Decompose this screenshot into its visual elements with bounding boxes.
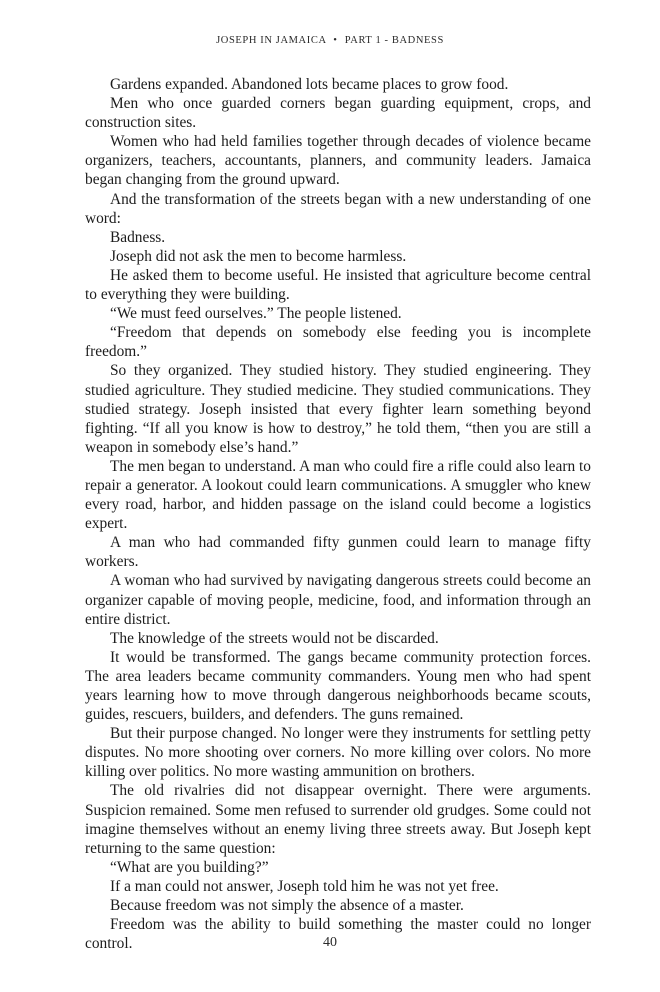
- paragraph: “Freedom that depends on somebody else feeding you is incomplete freedom.”: [85, 324, 591, 361]
- paragraph: Badness.: [110, 228, 166, 246]
- header-separator: •: [333, 35, 338, 46]
- paragraph: “We must feed ourselves.” The people listened.: [110, 305, 402, 323]
- paragraph: “What are you building?”: [110, 858, 269, 876]
- paragraph: But their purpose changed. No longer were they instruments for settling petty disputes. No more shooting over corners. No more killing over colors. No more killing over politics. No more wasting ammunition on brothers.: [85, 725, 591, 781]
- paragraph: A man who had commanded fifty gunmen could learn to manage fifty workers.: [85, 534, 591, 571]
- paragraph: The knowledge of the streets would not be discarded.: [110, 629, 439, 647]
- paragraph: A woman who had survived by navigating dangerous streets could become an organizer capable of moving people, medicine, food, and information through an entire district.: [85, 572, 591, 628]
- header-section: PART 1 - BADNESS: [344, 35, 444, 46]
- body-text: [85, 75, 591, 953]
- paragraph: The old rivalries did not disappear overnight. There were arguments. Suspicion remained. Some men refused to surrender old grudges. Some could not imagine themselves without an enemy living three streets away. But Joseph kept returning to the same question:: [85, 782, 591, 857]
- paragraph: And the transformation of the streets began with a new understanding of one word:: [85, 190, 591, 227]
- paragraph: Men who once guarded corners began guarding equipment, crops, and construction sites.: [85, 95, 591, 132]
- paragraph: Freedom was the ability to build something the master could no longer control.: [85, 916, 591, 953]
- paragraph: The men began to understand. A man who could fire a rifle could also learn to repair a generator. A lookout could learn communications. A smuggler who knew every road, harbor, and hidden passage on the island could become a logistics expert.: [85, 457, 591, 533]
- paragraph: He asked them to become useful. He insisted that agriculture become central to everything they were building.: [85, 266, 591, 304]
- paragraph: Because freedom was not simply the absence of a master.: [110, 897, 464, 915]
- header-book-title: JOSEPH IN JAMAICA: [216, 35, 327, 46]
- paragraph: So they organized. They studied history. They studied engineering. They studied agriculture. They studied medicine. They studied communications. They studied strategy. Joseph insisted that every fighter learn something beyond fighting. “If all you know is how to destroy,” he told them, “then you are still a weapon in somebody else’s hand.”: [85, 362, 591, 456]
- paragraph: If a man could not answer, Joseph told him he was not yet free.: [110, 877, 499, 895]
- paragraph: Gardens expanded. Abandoned lots became places to grow food.: [110, 76, 509, 93]
- paragraph: Joseph did not ask the men to become harmless.: [110, 247, 407, 265]
- paragraph: It would be transformed. The gangs became community protection forces. The area leaders became community commanders. Young men who had spent years learning how to move through dangerous neighborhoods became scouts, guides, rescuers, builders, and defenders. The guns remained.: [85, 648, 591, 724]
- paragraph: Women who had held families together through decades of violence became organizers, teachers, accountants, planners, and community leaders. Jamaica began changing from the ground upward.: [85, 133, 591, 189]
- running-header: [0, 35, 660, 46]
- page-number: 40: [323, 935, 337, 950]
